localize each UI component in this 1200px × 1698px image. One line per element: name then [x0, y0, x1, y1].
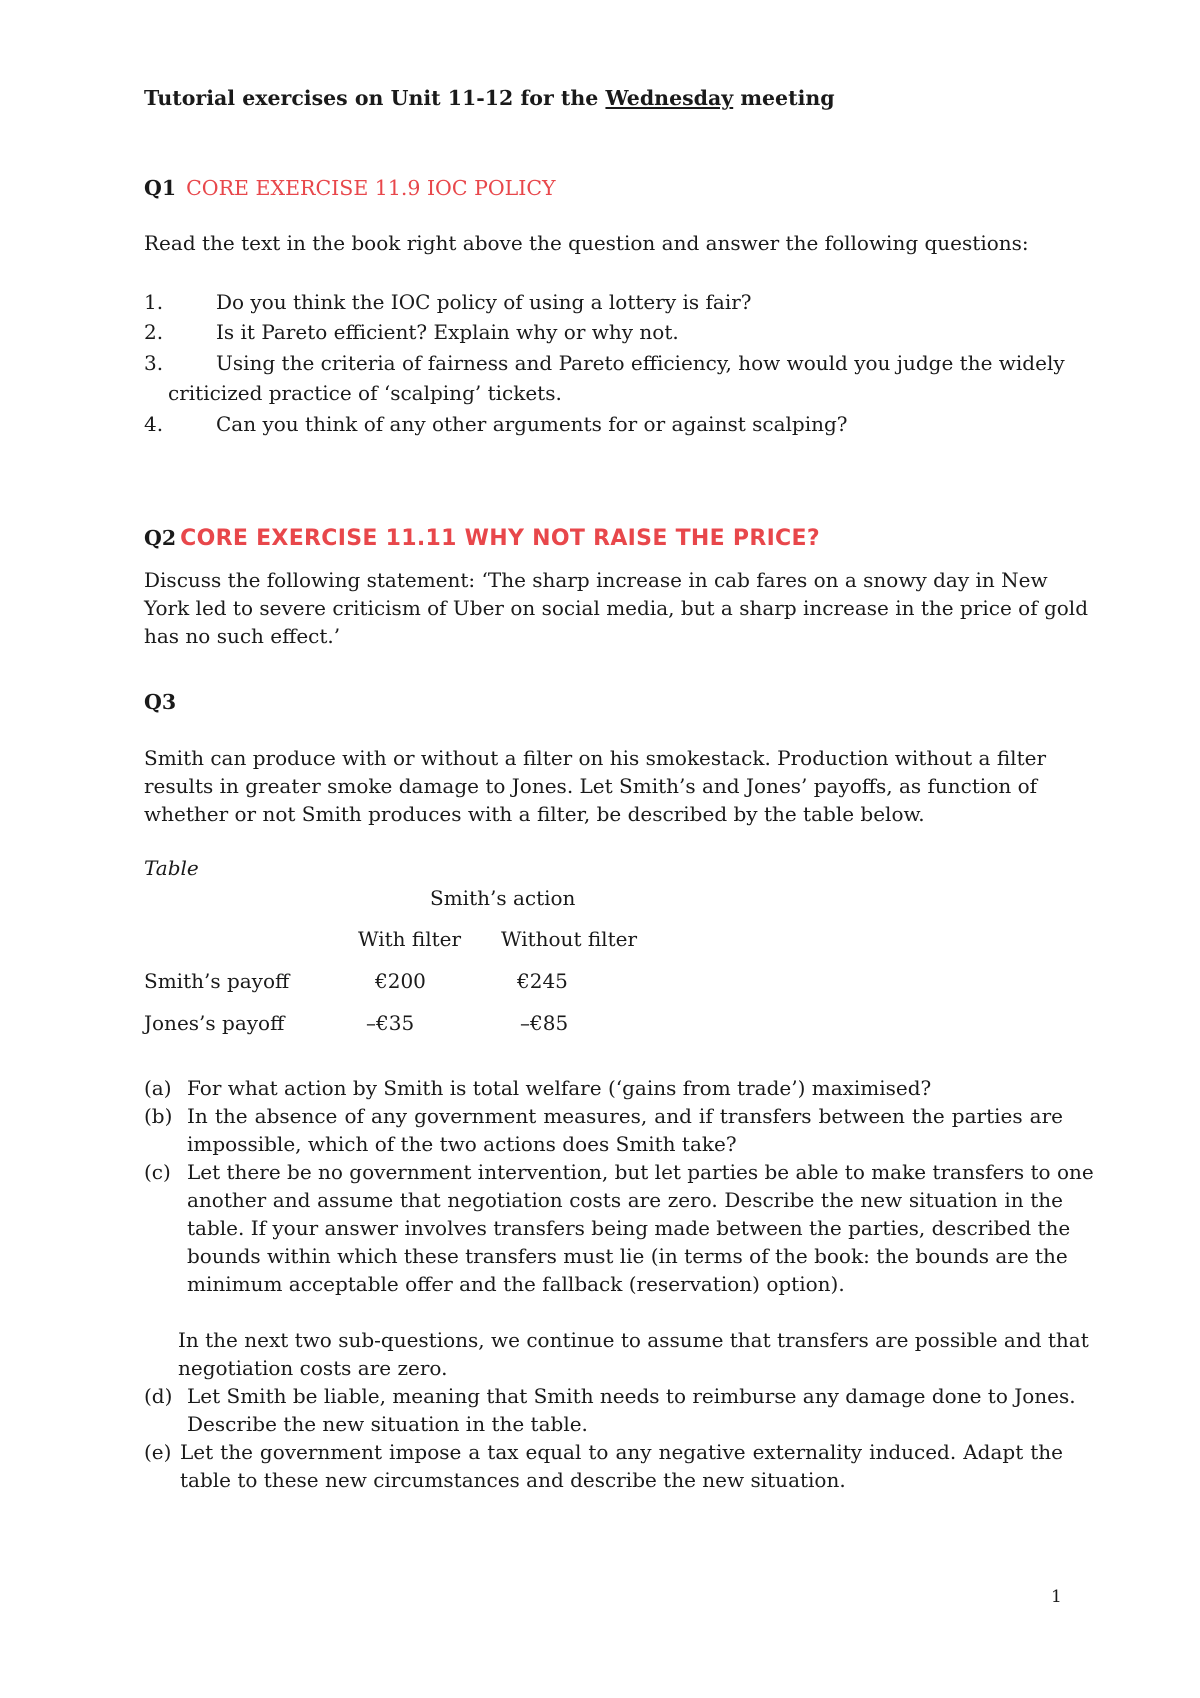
- page-number: 1: [1051, 1587, 1062, 1607]
- table-cell: –€35: [366, 1011, 415, 1035]
- table-row-label: Jones’s payoff: [144, 1011, 285, 1035]
- subquestion-line: Describe the new situation in the table.: [187, 1412, 588, 1436]
- title-suffix: meeting: [733, 86, 835, 110]
- table-row-label: Smith’s payoff: [144, 969, 290, 993]
- title-underlined-day: Wednesday: [605, 86, 734, 110]
- table-cell: €200: [375, 969, 426, 993]
- table-cell: –€85: [520, 1011, 569, 1035]
- q2-text-line: has no such effect.’: [144, 624, 341, 648]
- subquestion-line: Let the government impose a tax equal to any negative externality induced. Adapt the: [180, 1440, 1063, 1464]
- subquestion-line: Let Smith be liable, meaning that Smith needs to reimburse any damage done to Jones.: [187, 1384, 1076, 1408]
- q1-item-continuation: criticized practice of ‘scalping’ tickets.: [168, 381, 562, 405]
- interlude-line: negotiation costs are zero.: [178, 1356, 448, 1380]
- q1-item-text: Do you think the IOC policy of using a lottery is fair?: [216, 290, 752, 314]
- q1-item-text: Is it Pareto efficient? Explain why or why not.: [216, 320, 679, 344]
- table-group-header: Smith’s action: [430, 886, 576, 910]
- table-cell: €245: [517, 969, 568, 993]
- subquestion-line: bounds within which these transfers must lie (in terms of the book: the bounds are the: [187, 1244, 1068, 1268]
- q1-intro: Read the text in the book right above the question and answer the following questions:: [144, 231, 1029, 255]
- q1-label: Q1: [144, 176, 177, 200]
- subquestion-label: (b): [144, 1104, 173, 1128]
- q1-item-number: 2.: [144, 320, 164, 344]
- subquestion-line: minimum acceptable offer and the fallback (reservation) option).: [187, 1272, 845, 1296]
- q3-intro-line: Smith can produce with or without a filter on his smokestack. Production without a filter: [144, 746, 1047, 770]
- table-column-header: Without filter: [501, 927, 638, 951]
- subquestion-label: (a): [144, 1076, 172, 1100]
- q2-text-line: York led to severe criticism of Uber on social media, but a sharp increase in the price of gold: [144, 596, 1088, 620]
- q1-item-number: 3.: [144, 351, 164, 375]
- document-title: [144, 86, 835, 110]
- subquestion-line: impossible, which of the two actions does Smith take?: [187, 1132, 737, 1156]
- interlude-line: In the next two sub-questions, we continue to assume that transfers are possible and that: [178, 1328, 1089, 1352]
- q1-exercise-title: CORE EXERCISE 11.9 IOC POLICY: [186, 176, 556, 200]
- q2-text-line: Discuss the following statement: ‘The sharp increase in cab fares on a snowy day in New: [144, 568, 1048, 592]
- q1-heading: [144, 176, 556, 200]
- q3-intro-line: whether or not Smith produces with a filter, be described by the table below.: [144, 802, 925, 826]
- subquestion-line: table to these new circumstances and describe the new situation.: [180, 1468, 846, 1492]
- q1-item-number: 4.: [144, 412, 164, 436]
- q1-item-text: Can you think of any other arguments for or against scalping?: [216, 412, 848, 436]
- q1-item: [144, 412, 848, 436]
- q1-item: [144, 320, 679, 344]
- q1-item: [144, 351, 1065, 375]
- q1-item-text: Using the criteria of fairness and Pareto efficiency, how would you judge the widely: [216, 351, 1065, 375]
- subquestion-label: (c): [144, 1160, 171, 1184]
- q1-item-number: 1.: [144, 290, 164, 314]
- subquestion-line: In the absence of any government measures, and if transfers between the parties are: [187, 1104, 1063, 1128]
- title-prefix: Tutorial exercises on Unit 11-12 for the: [144, 86, 606, 110]
- q2-label: Q2: [144, 526, 177, 550]
- q1-item: [144, 290, 752, 314]
- subquestion-line: Let there be no government intervention, but let parties be able to make transfers to one: [187, 1160, 1094, 1184]
- q2-heading: [144, 526, 820, 551]
- subquestion-line: For what action by Smith is total welfare (‘gains from trade’) maximised?: [187, 1076, 932, 1100]
- q3-heading: Q3: [144, 690, 177, 714]
- subquestion-label: (d): [144, 1384, 173, 1408]
- subquestion-line: another and assume that negotiation costs are zero. Describe the new situation in the: [187, 1188, 1063, 1212]
- table-column-header: With filter: [358, 927, 462, 951]
- table-caption: Table: [144, 856, 199, 880]
- subquestion-line: table. If your answer involves transfers being made between the parties, described the: [187, 1216, 1071, 1240]
- q2-exercise-title: CORE EXERCISE 11.11 WHY NOT RAISE THE PRICE?: [180, 526, 820, 551]
- q3-intro-line: results in greater smoke damage to Jones. Let Smith’s and Jones’ payoffs, as function of: [144, 774, 1038, 798]
- subquestion-label: (e): [144, 1440, 172, 1464]
